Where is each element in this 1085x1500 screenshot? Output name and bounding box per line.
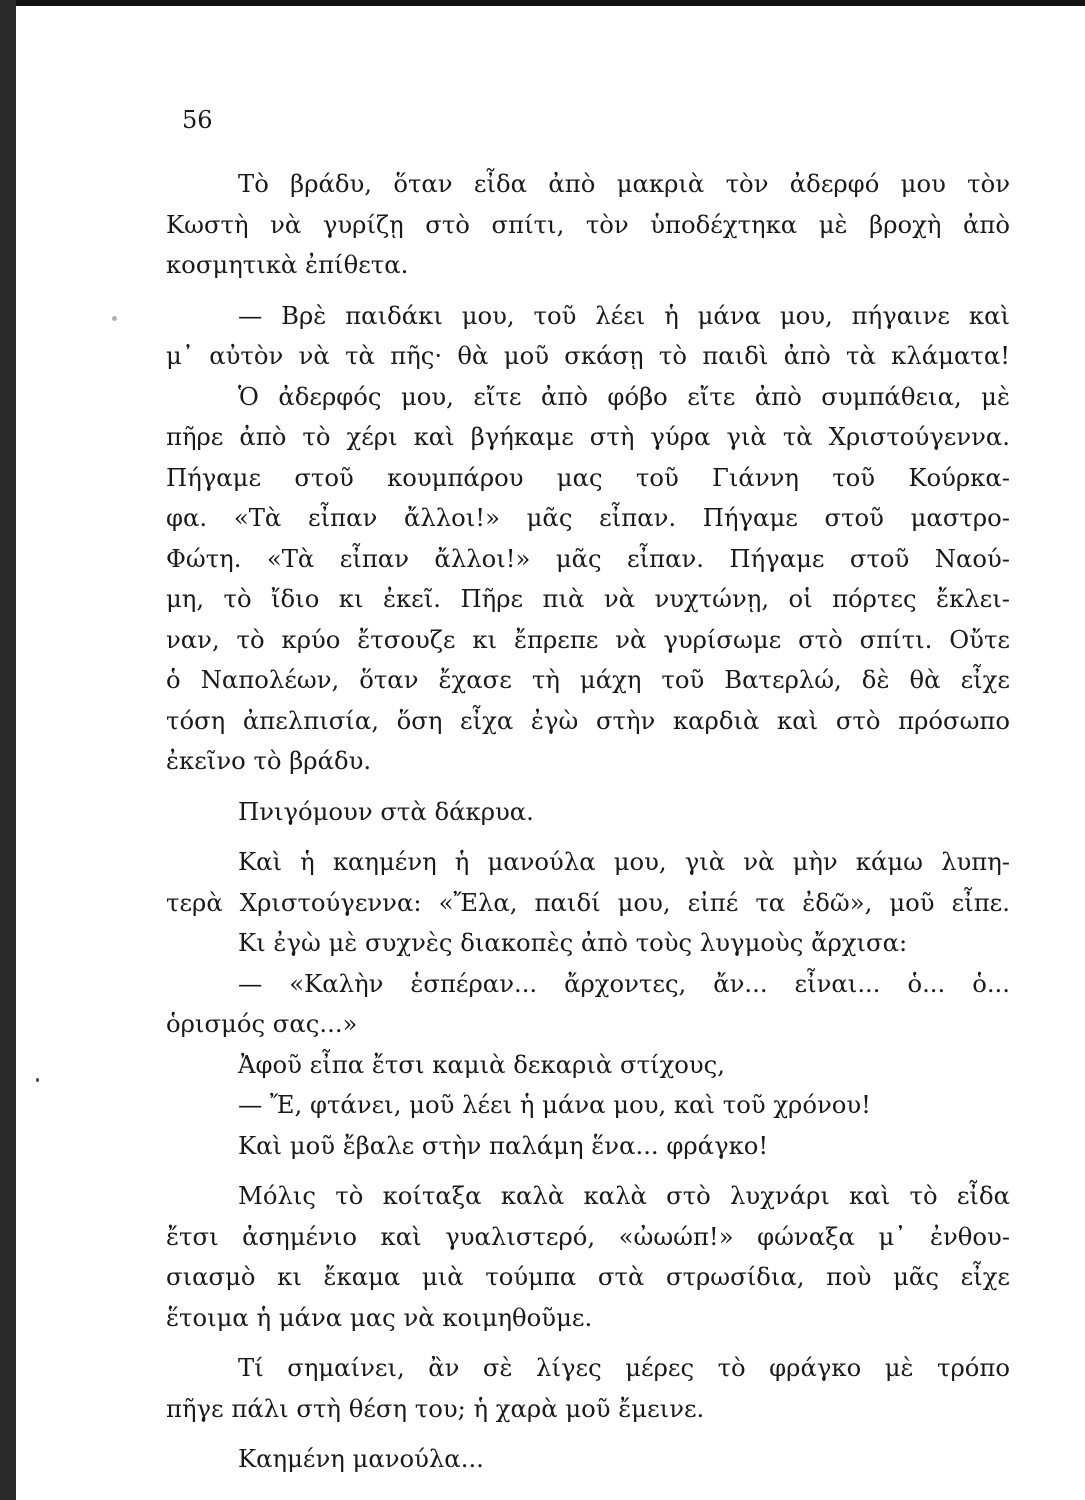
text-line: ἕτοιμα ἡ μάνα μας νὰ κοιμηθοῦμε. [166, 1302, 593, 1332]
text-line: Καὶ μοῦ ἔβαλε στὴν παλάμη ἕνα... φράγκο! [238, 1130, 769, 1160]
text-line: Τὸ βράδυ, ὅταν εἶδα ἀπὸ μακριὰ τὸν ἀδερφό μου τὸν [238, 169, 1010, 198]
page-number: 56 [182, 106, 213, 134]
text-line: Τί σημαίνει, ἂν σὲ λίγες μέρες τὸ φράγκο μὲ τρόπο [238, 1353, 1010, 1382]
paragraph-9 [166, 1085, 1010, 1126]
scan-binding-edge [0, 0, 16, 1500]
paragraph-11 [166, 1176, 1010, 1338]
text-line: Κι ἐγὼ μὲ συχνὲς διακοπὲς ἀπὸ τοὺς λυγμοὺς ἄρχισα: [238, 928, 908, 957]
text-line: ὁ Ναπολέων, ὅταν ἔχασε τὴ μάχη τοῦ Βατερλώ, δὲ θὰ εἶχε [166, 665, 1010, 694]
text-line: Ἀφοῦ εἶπα ἔτσι καμιὰ δεκαριὰ στίχους, [238, 1049, 726, 1079]
text-line: σιασμὸ κι ἔκαμα μιὰ τούμπα στὰ στρωσίδια, ποὺ μᾶς εἶχε [166, 1262, 1010, 1291]
text-line: μ᾽ αὐτὸν νὰ τὰ πῆς· θὰ μοῦ σκάσῃ τὸ παιδὶ ἀπὸ τὰ κλάματα! [166, 341, 1010, 370]
text-line: — «Καλὴν ἑσπέραν... ἄρχοντες, ἄν... εἶναι... ὁ... ὁ... [238, 968, 1010, 998]
body-text [166, 164, 1010, 1480]
text-line: πῆρε ἀπὸ τὸ χέρι καὶ βγήκαμε στὴ γύρα γιὰ τὰ Χριστούγεννα. [166, 422, 1010, 451]
text-line: Πνιγόμουν στὰ δάκρυα. [238, 796, 534, 826]
text-line: φα. «Τὰ εἶπαν ἄλλοι!» μᾶς εἶπαν. Πήγαμε στοῦ μαστρο- [166, 503, 1010, 532]
scan-speck [36, 1078, 39, 1082]
text-line: Μόλις τὸ κοίταξα καλὰ καλὰ στὸ λυχνάρι καὶ τὸ εἶδα [238, 1181, 1010, 1210]
text-line: ἐκεῖνο τὸ βράδυ. [166, 746, 372, 775]
text-line: πῆγε πάλι στὴ θέση του; ἡ χαρὰ μοῦ ἔμεινε. [166, 1393, 705, 1423]
text-line: — Ἔ, φτάνει, μοῦ λέει ἡ μάνα μου, καὶ τοῦ χρόνου! [238, 1090, 871, 1119]
text-line: τόση ἀπελπισία, ὅση εἶχα ἐγὼ στὴν καρδιὰ καὶ στὸ πρόσωπο [166, 705, 1010, 735]
paragraph-4 [166, 792, 1010, 833]
text-line: — Βρὲ παιδάκι μου, τοῦ λέει ἡ μάνα μου, πήγαινε καὶ [238, 300, 1010, 330]
paragraph-6 [166, 923, 1010, 964]
paragraph-2 [166, 296, 1010, 377]
paragraph-7 [166, 964, 1010, 1045]
text-line: Πήγαμε στοῦ κουμπάρου μας τοῦ Γιάννη τοῦ Κούρκα- [166, 462, 1010, 492]
paragraph-8 [166, 1045, 1010, 1086]
paragraph-10 [166, 1126, 1010, 1167]
paragraph-5 [166, 842, 1010, 923]
text-line: Φώτη. «Τὰ εἶπαν ἄλλοι!» μᾶς εἶπαν. Πήγαμε στοῦ Ναού- [166, 543, 1010, 573]
text-line: κοσμητικὰ ἐπίθετα. [166, 250, 409, 279]
text-line: Καημένη μανούλα... [238, 1444, 484, 1473]
scan-speck [112, 316, 117, 321]
paragraph-12 [166, 1348, 1010, 1429]
paragraph-1 [166, 164, 1010, 286]
paragraph-13 [166, 1439, 1010, 1480]
text-line: Καὶ ἡ καημένη ἡ μανούλα μου, γιὰ νὰ μὴν κάμω λυπη- [238, 847, 1010, 876]
scan-top-edge [0, 0, 1085, 6]
text-line: Κωστὴ νὰ γυρίζῃ στὸ σπίτι, τὸν ὑποδέχτηκα μὲ βροχὴ ἀπὸ [166, 209, 1010, 239]
text-line: ναν, τὸ κρύο ἔτσουζε κι ἔπρεπε νὰ γυρίσωμε στὸ σπίτι. Οὔτε [166, 624, 1010, 654]
text-line: Ὁ ἀδερφός μου, εἴτε ἀπὸ φόβο εἴτε ἀπὸ συμπάθεια, μὲ [238, 381, 1010, 411]
text-line: μη, τὸ ἴδιο κι ἐκεῖ. Πῆρε πιὰ νὰ νυχτώνῃ, οἱ πόρτες ἔκλει- [166, 584, 1010, 613]
paragraph-3 [166, 377, 1010, 782]
text-line: τερὰ Χριστούγεννα: «Ἔλα, παιδί μου, εἰπέ τα ἐδῶ», μοῦ εἶπε. [166, 887, 1010, 917]
text-line: ὁρισμός σας...» [166, 1009, 358, 1038]
text-line: ἔτσι ἀσημένιο καὶ γυαλιστερό, «ὠωώπ!» φώναξα μ᾽ ἐνθου- [166, 1221, 1010, 1251]
